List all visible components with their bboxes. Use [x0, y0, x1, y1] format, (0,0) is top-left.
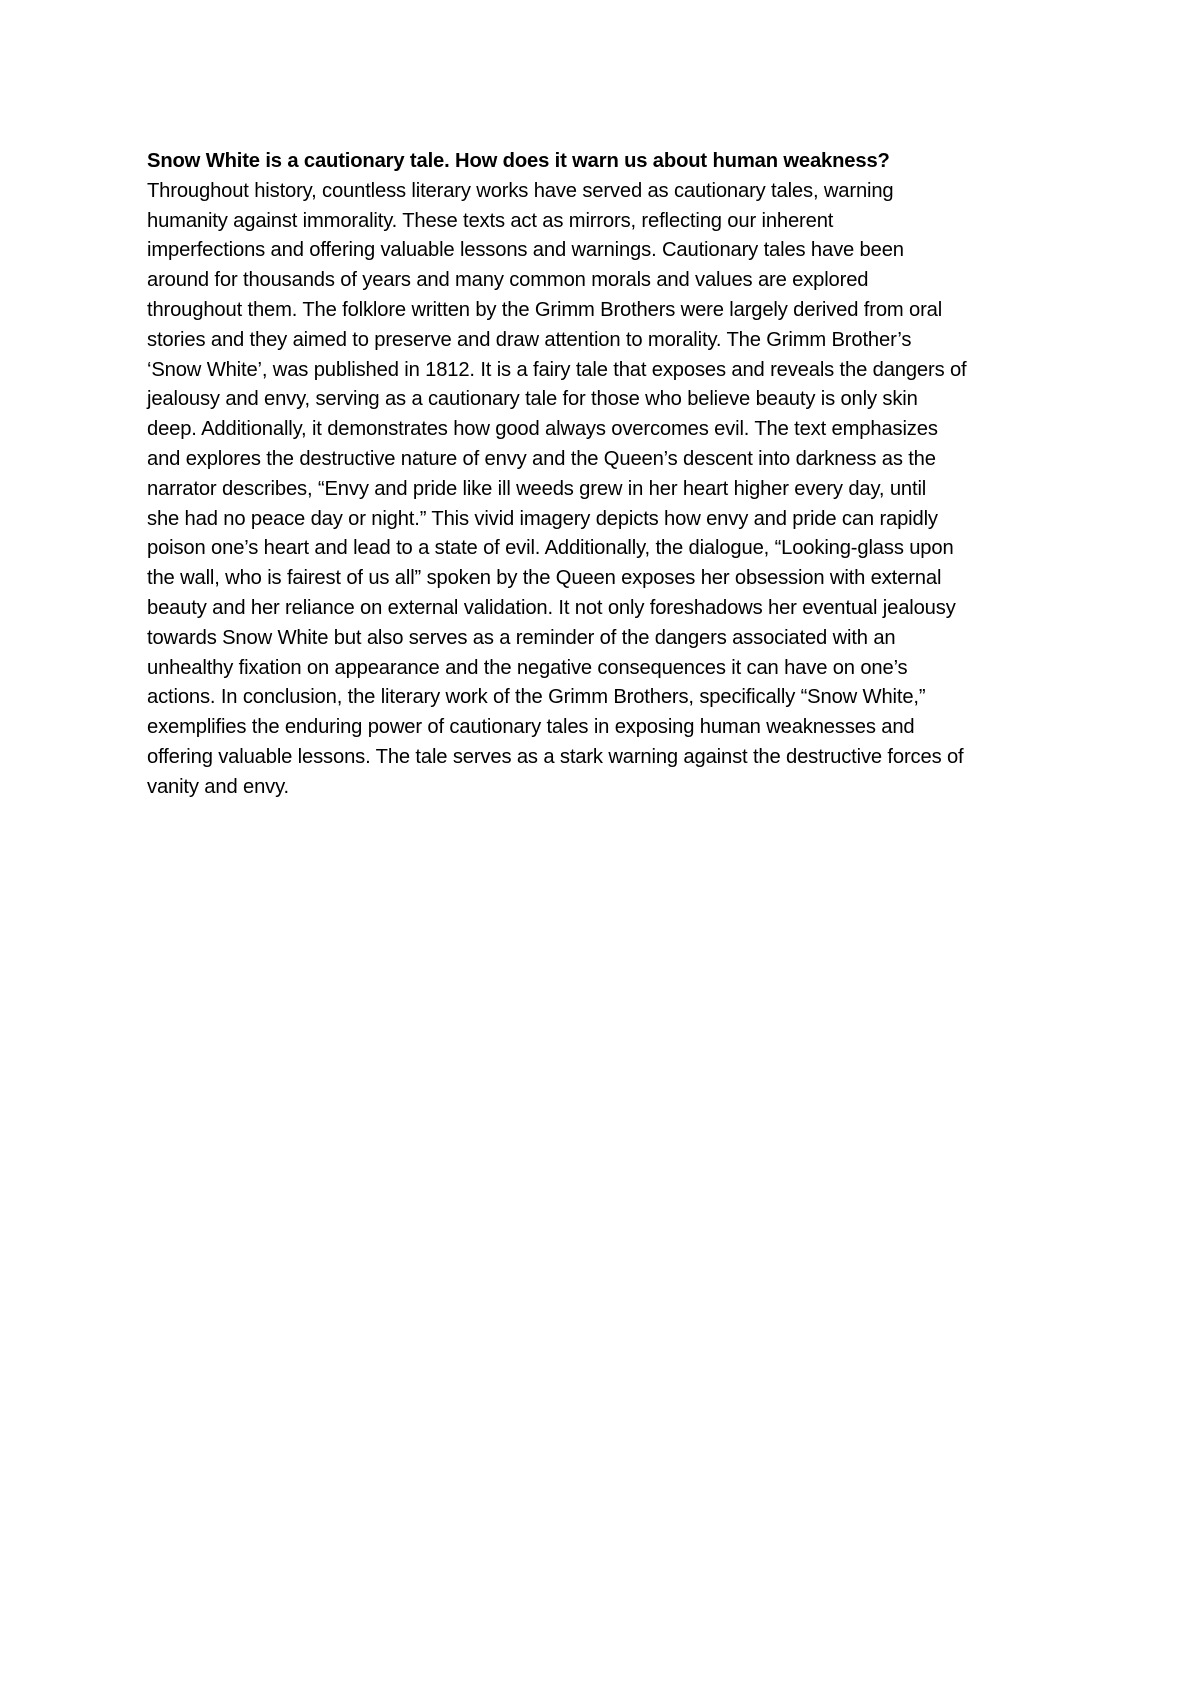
- body-line: ‘Snow White’, was published in 1812. It is a fairy tale that exposes and reveals the dangers of: [147, 358, 967, 381]
- essay-text: [147, 147, 1067, 803]
- body-line: towards Snow White but also serves as a reminder of the dangers associated with an: [147, 626, 896, 649]
- body-line: stories and they aimed to preserve and draw attention to morality. The Grimm Brother’s: [147, 328, 912, 351]
- body-line: actions. In conclusion, the literary work of the Grimm Brothers, specifically “Snow White,”: [147, 686, 926, 709]
- body-line: beauty and her reliance on external validation. It not only foreshadows her eventual jealousy: [147, 596, 956, 619]
- body-line: she had no peace day or night.” This vivid imagery depicts how envy and pride can rapidly: [147, 507, 938, 530]
- body-line: deep. Additionally, it demonstrates how good always overcomes evil. The text emphasizes: [147, 418, 938, 441]
- body-line: exemplifies the enduring power of cautionary tales in exposing human weaknesses and: [147, 716, 915, 739]
- body-line: unhealthy fixation on appearance and the negative consequences it can have on one’s: [147, 656, 908, 679]
- essay-heading: Snow White is a cautionary tale. How does it warn us about human weakness?: [147, 150, 890, 172]
- body-line: vanity and envy.: [147, 775, 289, 798]
- body-line: jealousy and envy, serving as a cautionary tale for those who believe beauty is only skin: [147, 388, 918, 411]
- body-line: humanity against immorality. These texts act as mirrors, reflecting our inherent: [147, 209, 834, 232]
- body-line: throughout them. The folklore written by the Grimm Brothers were largely derived from oral: [147, 298, 943, 321]
- body-line: imperfections and offering valuable lessons and warnings. Cautionary tales have been: [147, 239, 904, 262]
- body-line: around for thousands of years and many common morals and values are explored: [147, 269, 869, 292]
- body-line: the wall, who is fairest of us all” spoken by the Queen exposes her obsession with external: [147, 567, 942, 590]
- body-line: poison one’s heart and lead to a state of evil. Additionally, the dialogue, “Looking-glass upon: [147, 537, 954, 560]
- body-line: narrator describes, “Envy and pride like ill weeds grew in her heart higher every day, until: [147, 477, 927, 500]
- body-line: Throughout history, countless literary works have served as cautionary tales, warning: [147, 179, 894, 202]
- body-line: and explores the destructive nature of envy and the Queen’s descent into darkness as the: [147, 447, 936, 470]
- body-line: offering valuable lessons. The tale serves as a stark warning against the destructive forces of: [147, 745, 964, 768]
